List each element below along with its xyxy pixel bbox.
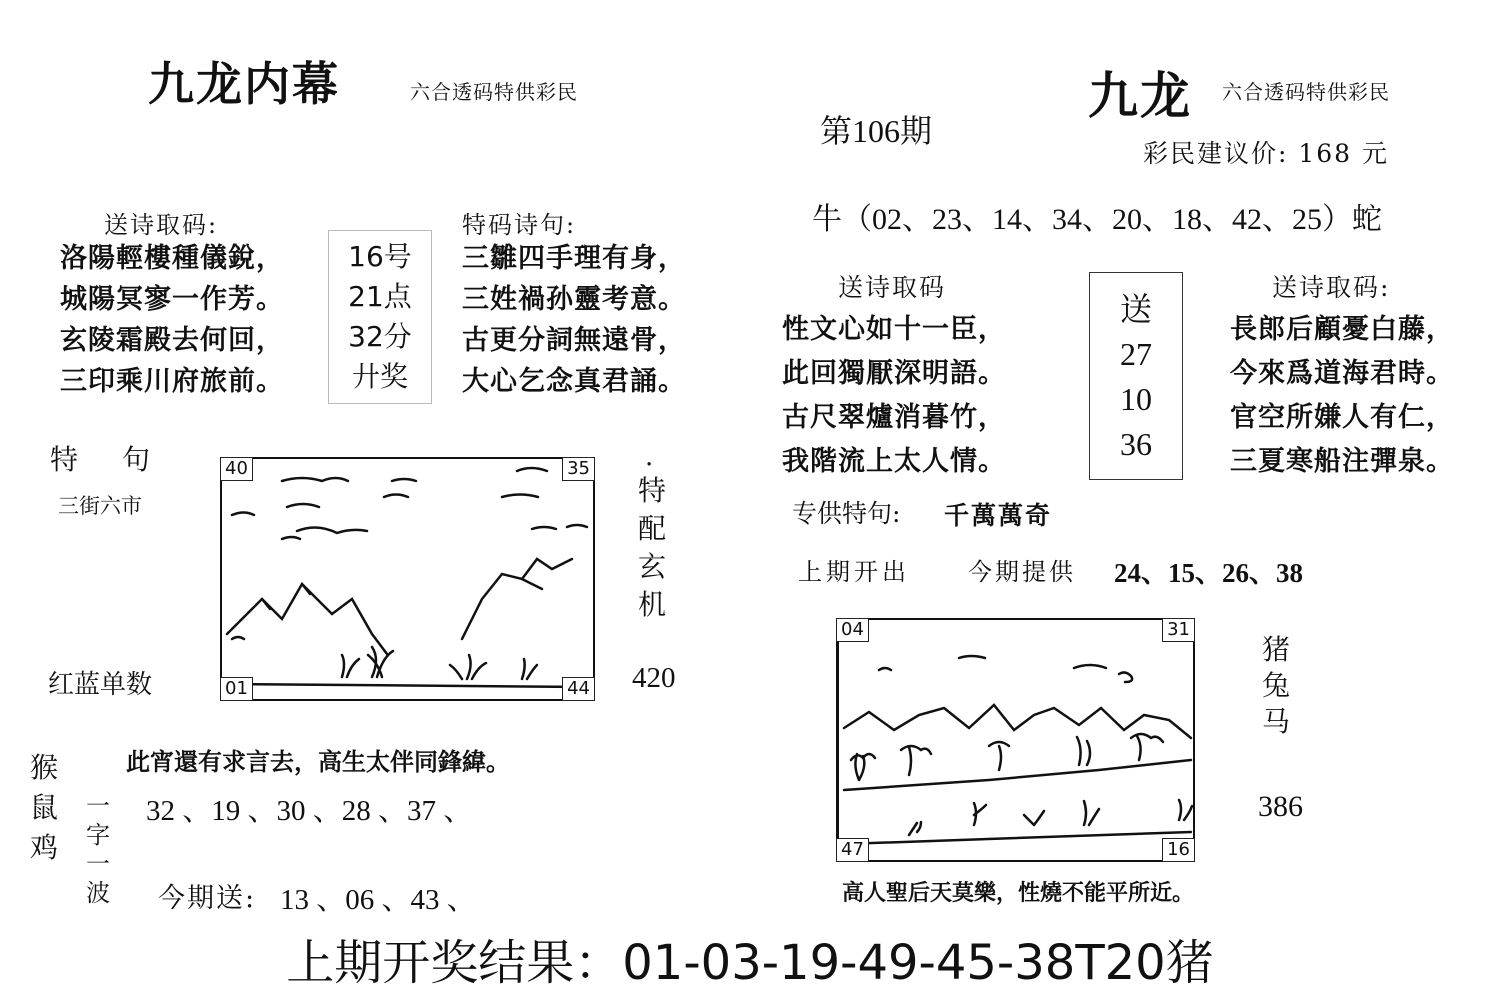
box-line: 16号 [348, 240, 412, 273]
provide-numbers: 24、15、26、38 [1114, 558, 1303, 588]
vertical-char: 配 [638, 512, 667, 545]
code-bottom-right: 44 [562, 677, 595, 701]
right-special-text: 千萬萬奇 [944, 501, 1053, 530]
last-result: 上期开奖结果：01-03-19-49-45-38T20猪 [286, 935, 1214, 991]
issue-number: 第106期 [820, 113, 933, 149]
right-picture [836, 618, 1195, 862]
left-code-box [328, 230, 432, 404]
poem-line: 官空所嫌人有仁， [1230, 402, 1454, 433]
poem-line: 長郎后顧憂白藤， [1230, 314, 1454, 345]
poem-line: 古尺翠爐消暮竹， [782, 402, 1006, 433]
box-line: 21点 [348, 280, 412, 313]
price-text: 彩民建议价: 168 元 [1143, 139, 1390, 168]
dot-mark: · [645, 450, 654, 480]
yizi-vertical [86, 792, 110, 908]
box-line: 32分 [348, 320, 412, 353]
box-line: 廾奖 [351, 360, 408, 393]
poem-line: 古更分詞無遠骨， [462, 325, 686, 356]
code-top-left: 40 [220, 457, 253, 481]
left-zodiac [30, 748, 58, 868]
left-poem-bottom: 此宵還有求言去，高生太伴同鋒緯。 [126, 747, 510, 776]
number-386: 386 [1258, 790, 1303, 823]
poem-line: 三印乘川府旅前。 [60, 366, 284, 397]
code-bottom-left: 47 [836, 838, 869, 862]
right-landscape-drawing [839, 620, 1193, 860]
poem-line: 此回獨厭深明語。 [782, 358, 1006, 389]
vertical-char: 机 [638, 588, 667, 621]
send-numbers: 13 、06 、43 、 [280, 884, 476, 916]
right-poem-bottom: 高人聖后天莫樂，性燒不能平所近。 [842, 880, 1195, 906]
left-poem-heading: 送诗取码: [104, 211, 219, 239]
right-poem-b [1230, 308, 1454, 484]
te-ju-label: 特 句 [50, 443, 159, 476]
code-top-left: 04 [836, 618, 869, 642]
yizi-char: 波 [86, 879, 110, 907]
box-line: 10 [1120, 381, 1152, 417]
poem-line: 玄陵霜殿去何回， [60, 325, 284, 356]
left-subtitle: 六合透码特供彩民 [410, 80, 578, 104]
code-top-right: 35 [562, 457, 595, 481]
poem-line: 城陽冥寥一作芳。 [60, 284, 284, 315]
box-line: 27 [1120, 336, 1152, 372]
code-top-right: 31 [1162, 618, 1195, 642]
left-title: 九龙内幕 [148, 57, 340, 111]
zodiac-char: 猴 [30, 751, 59, 784]
color-label: 红蓝单数 [48, 670, 153, 700]
box-line: 送 [1119, 291, 1152, 327]
vertical-char: 特 [638, 474, 667, 507]
left-poem [60, 238, 284, 402]
right-special-label: 专供特句: [792, 499, 901, 528]
send-label: 今期送: [158, 883, 257, 914]
code-bottom-right: 16 [1162, 838, 1195, 862]
poem-line: 三姓禍孙靈考意。 [462, 284, 686, 315]
zodiac-char: 兔 [1262, 669, 1291, 702]
last-period-label: 上期开出 [798, 558, 910, 586]
box-line: 36 [1120, 426, 1152, 462]
poem-line: 三夏寒船注彈泉。 [1230, 446, 1454, 477]
right-poem-heading-b: 送诗取码: [1272, 273, 1391, 302]
yizi-char: 一 [86, 792, 110, 820]
yizi-numbers: 32 、19 、30 、28 、37 、 [146, 795, 473, 827]
poem-line: 大心乞念真君誦。 [462, 366, 686, 397]
right-code-box [1089, 272, 1183, 480]
left-special-heading: 特码诗句: [462, 211, 577, 239]
poem-line: 我階流上太人情。 [782, 446, 1006, 477]
zodiac-char: 鼠 [30, 791, 59, 824]
left-vertical-text [638, 472, 666, 624]
vertical-char: 玄 [638, 550, 667, 583]
right-poem-a [782, 308, 1006, 484]
yizi-char: 一 [86, 850, 110, 878]
left-picture [220, 457, 595, 701]
te-ju-text: 三街六市 [58, 494, 142, 518]
code-bottom-left: 01 [220, 677, 253, 701]
left-special-poem [462, 238, 686, 402]
poem-line: 洛陽輕樓種儀銳， [60, 243, 284, 274]
color-value: 420 [632, 662, 676, 694]
poem-line: 性文心如十一臣， [782, 314, 1006, 345]
yizi-char: 字 [86, 821, 110, 849]
right-poem-heading-a: 送诗取码 [838, 273, 947, 302]
poem-line: 三雛四手理有身， [462, 243, 686, 274]
poem-line: 今來爲道海君時。 [1230, 358, 1454, 389]
right-subtitle: 六合透码特供彩民 [1222, 80, 1390, 104]
zodiac-char: 马 [1262, 705, 1291, 738]
left-landscape-drawing [222, 459, 593, 699]
zodiac-char: 猪 [1262, 633, 1291, 666]
niu-line: 牛（02、23、14、34、20、18、42、25）蛇 [812, 203, 1382, 236]
provide-label: 今期提供 [968, 558, 1076, 586]
right-zodiac [1262, 632, 1290, 740]
right-title: 九龙 [1088, 66, 1192, 125]
zodiac-char: 鸡 [30, 831, 59, 864]
